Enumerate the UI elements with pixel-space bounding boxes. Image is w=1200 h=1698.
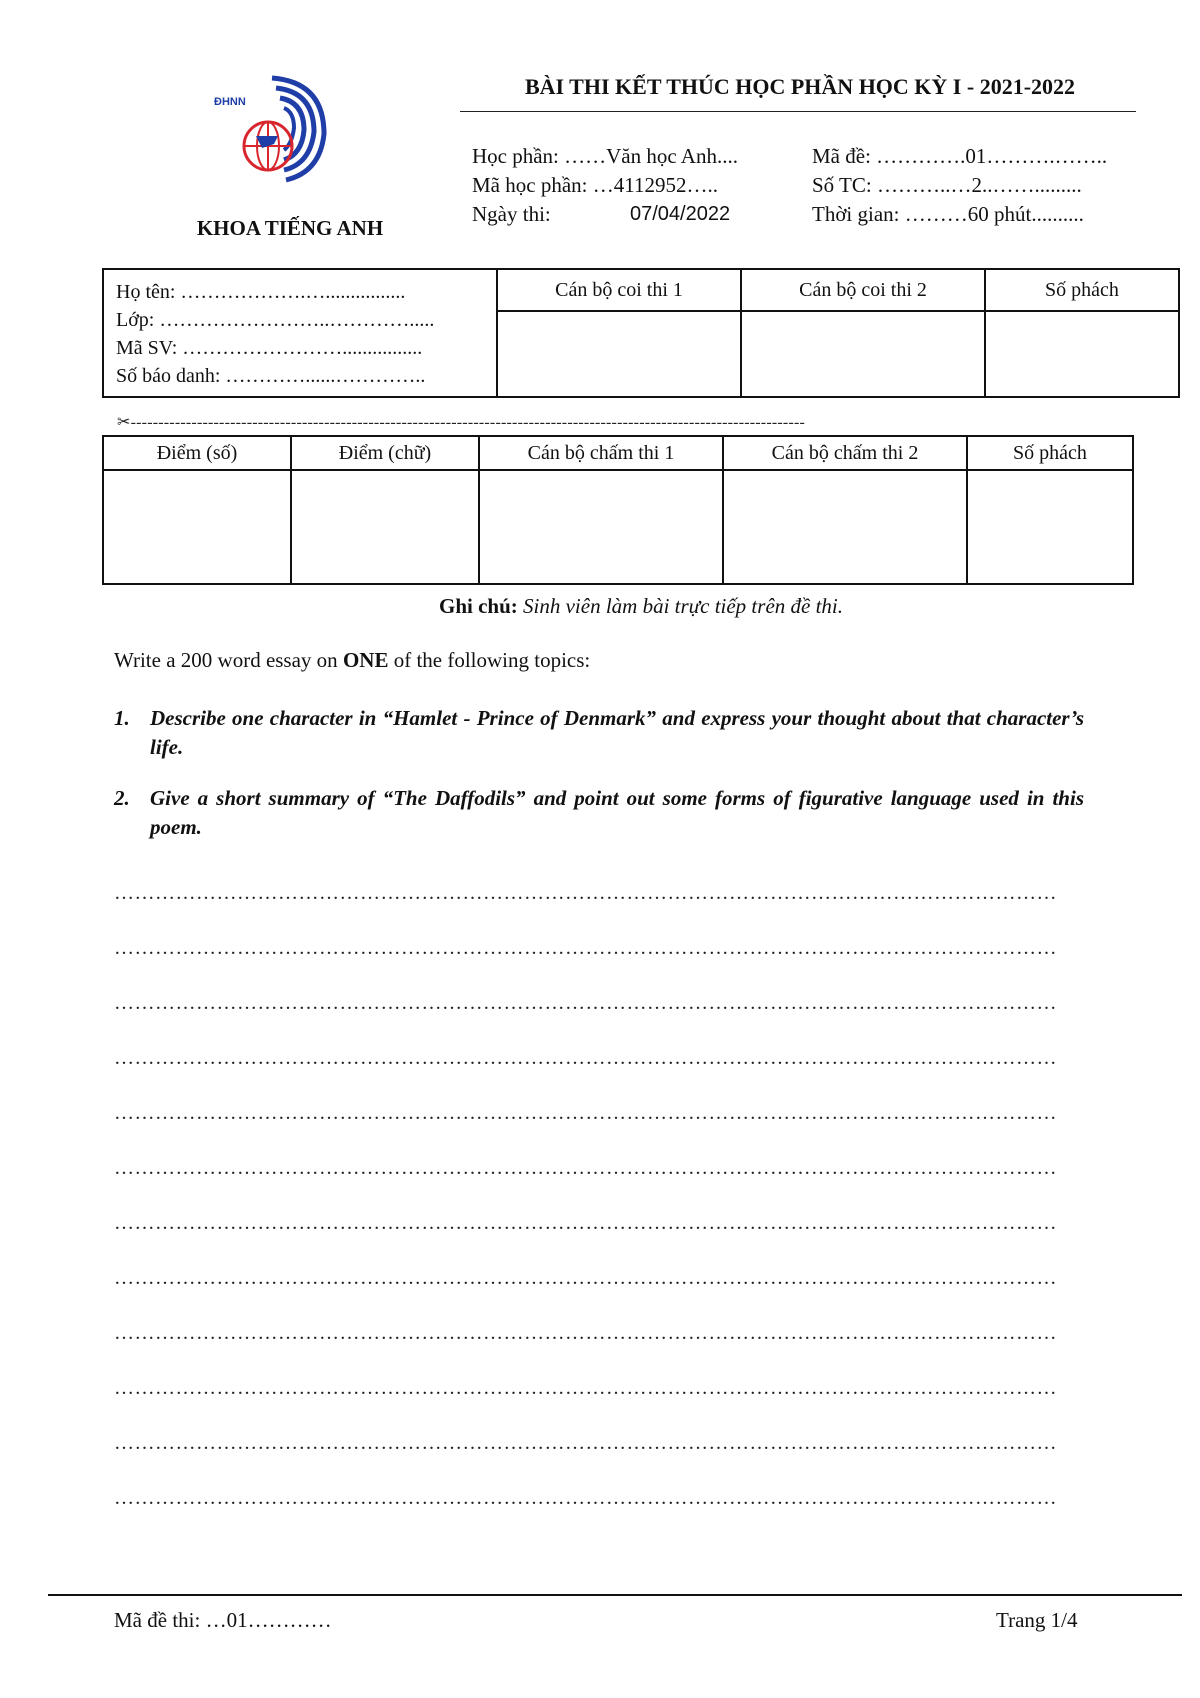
answer-line[interactable]: ………………………………………………………………………………………………………………………… [114, 1047, 1057, 1069]
topic-2-text: Give a short summary of “The Daffodils” and point out some forms of figurative language used in this poem. [150, 786, 1084, 839]
answer-line[interactable]: ………………………………………………………………………………………………………………………… [114, 992, 1057, 1014]
department-name: KHOA TIẾNG ANH [196, 216, 384, 240]
topic-2 [114, 784, 1084, 842]
exam-date: 07/04/2022 [630, 203, 731, 225]
proctor-2-signature[interactable] [741, 311, 985, 397]
topic-2-number: 2. [114, 786, 130, 810]
answer-line[interactable]: ………………………………………………………………………………………………………………………… [114, 1487, 1057, 1509]
exam-date-label: Ngày thi: [472, 202, 551, 226]
score-words-header: Điểm (chữ) [291, 436, 479, 470]
answer-line[interactable]: ………………………………………………………………………………………………………………………… [114, 1157, 1057, 1179]
note-text: Sinh viên làm bài trực tiếp trên đề thi. [523, 594, 843, 618]
proctor-1-signature[interactable] [497, 311, 741, 397]
topic-1-number: 1. [114, 706, 130, 730]
student-id-field[interactable]: Mã SV: ……………………................ [116, 337, 423, 359]
student-info-table [102, 268, 1180, 398]
grader-1-cell[interactable] [479, 470, 723, 584]
answer-line[interactable]: ………………………………………………………………………………………………………………………… [114, 1432, 1057, 1454]
page-number: Trang 1/4 [996, 1608, 1078, 1632]
grader-2-cell[interactable] [723, 470, 967, 584]
course-code: Mã học phần: …4112952….. [472, 173, 718, 197]
answer-line[interactable]: ………………………………………………………………………………………………………………………… [114, 1102, 1057, 1124]
serial-number-cell[interactable] [985, 311, 1179, 397]
answer-line[interactable]: ………………………………………………………………………………………………………………………… [114, 882, 1057, 904]
note [102, 594, 1180, 619]
footer-exam-code: Mã đề thi: …01………… [114, 1608, 332, 1632]
note-label: Ghi chú: [438, 594, 518, 618]
answer-line[interactable]: ………………………………………………………………………………………………………………………… [114, 1267, 1057, 1289]
proctor-2-header: Cán bộ coi thi 2 [741, 269, 985, 311]
score-number-cell[interactable] [103, 470, 291, 584]
proctor-1-header: Cán bộ coi thi 1 [497, 269, 741, 311]
instructions-after: of the following topics: [388, 648, 591, 672]
score-serial-header: Số phách [967, 436, 1133, 470]
exam-title: BÀI THI KẾT THÚC HỌC PHẦN HỌC KỲ I - 2021-2022 [524, 74, 1076, 99]
topic-1-text: Describe one character in “Hamlet - Prince of Denmark” and express your thought about that character’s life. [150, 706, 1084, 759]
score-serial-cell[interactable] [967, 470, 1133, 584]
topic-1 [114, 704, 1084, 762]
score-number-header: Điểm (số) [103, 436, 291, 470]
answer-line[interactable]: ………………………………………………………………………………………………………………………… [114, 1377, 1057, 1399]
student-class-field[interactable]: Lớp: ……………………..…………..... [116, 309, 435, 331]
cut-line: ✂-------------------------------------------------------------------------------------------------------------------------- [117, 414, 806, 431]
credits: Số TC: ………..…2..……......... [812, 173, 1082, 197]
instructions [114, 648, 590, 673]
candidate-number-field[interactable]: Số báo danh: …………......………….. [116, 365, 426, 387]
score-table [102, 435, 1134, 585]
title-underline [460, 111, 1136, 112]
grader-1-header: Cán bộ chấm thi 1 [479, 436, 723, 470]
instructions-emphasis: ONE [342, 648, 389, 672]
exam-code: Mã đề: ………….01……….…….. [812, 144, 1108, 168]
answer-line[interactable]: ………………………………………………………………………………………………………………………… [114, 937, 1057, 959]
grader-2-header: Cán bộ chấm thi 2 [723, 436, 967, 470]
footer-rule [48, 1594, 1182, 1596]
course-name: Học phần: ……Văn học Anh.... [472, 144, 738, 168]
answer-line[interactable]: ………………………………………………………………………………………………………………………… [114, 1212, 1057, 1234]
student-name-field[interactable]: Họ tên: ……………….…................ [116, 281, 406, 303]
serial-number-header: Số phách [985, 269, 1179, 311]
answer-line[interactable]: ………………………………………………………………………………………………………………………… [114, 1322, 1057, 1344]
duration: Thời gian: ………60 phút.......... [812, 202, 1084, 226]
university-logo [214, 74, 350, 184]
score-words-cell[interactable] [291, 470, 479, 584]
instructions-before: Write a 200 word essay on [114, 648, 343, 672]
student-fields-cell [103, 269, 497, 397]
logo-text: ĐHNN [214, 96, 246, 108]
